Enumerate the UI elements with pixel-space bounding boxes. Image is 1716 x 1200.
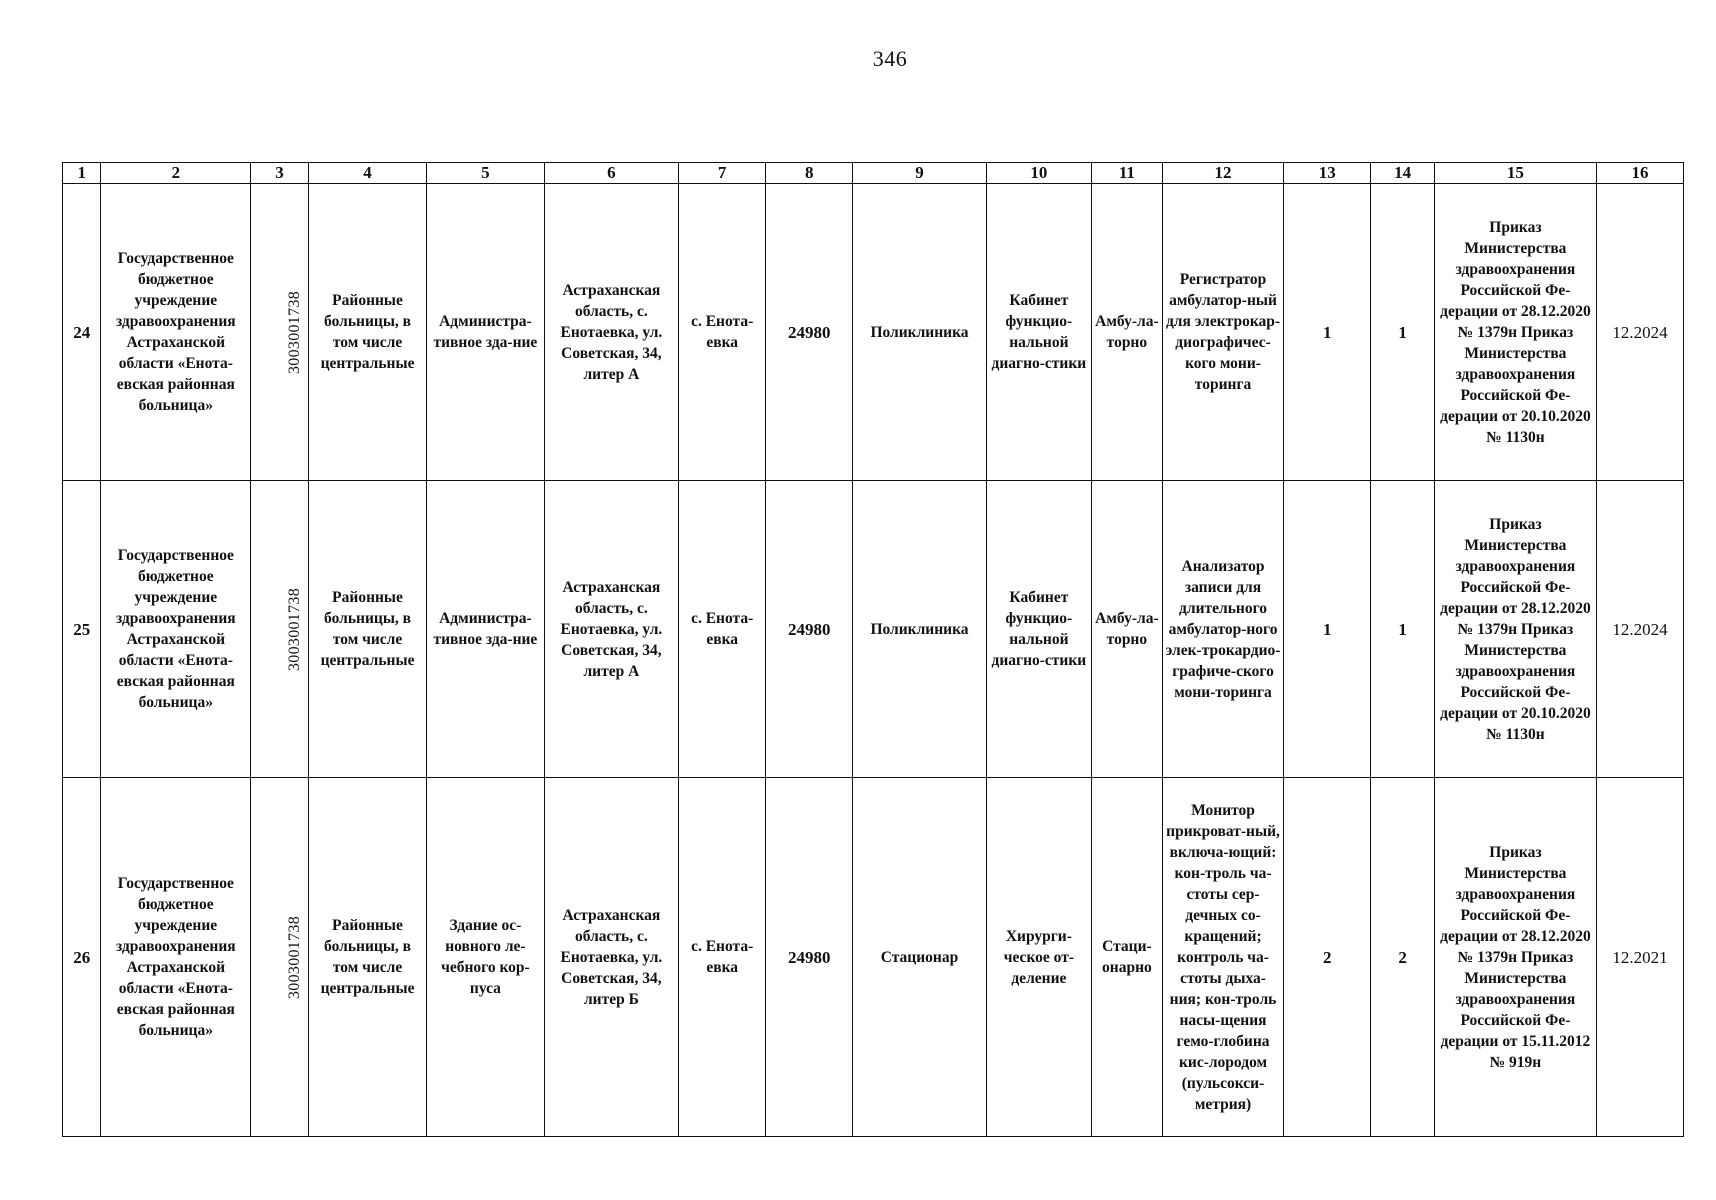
regulation: Приказ Министерства здравоохранения Российской Фе-дерации от 28.12.2020 № 1379н Приказ Министерства здравоохранения Российской Фе-дерации от 15.11.2012 № 919н [1434,778,1596,1137]
address: Астраханская область, с. Енотаевка, ул. Советская, 34, литер А [544,184,679,481]
header-col-9: 9 [853,163,987,184]
header-col-4: 4 [308,163,426,184]
header-col-7: 7 [679,163,766,184]
header-col-15: 15 [1434,163,1596,184]
code: 24980 [766,778,853,1137]
table-row [63,184,1684,481]
row-number: 25 [63,481,101,778]
table-row [63,778,1684,1137]
regulation: Приказ Министерства здравоохранения Российской Фе-дерации от 28.12.2020 № 1379н Приказ Министерства здравоохранения Российской Фе-дерации от 20.10.2020 № 1130н [1434,481,1596,778]
equipment-name: Монитор прикроват-ный, включа-ющий: кон-троль ча-стоты сер-дечных со-кращений; контроль ча-стоты дыха-ния; кон-троль насы-щения гемо-глобина кис-лородом (пульсокси-метрия) [1162,778,1283,1137]
quantity-required: 2 [1284,778,1371,1137]
equipment-name: Регистратор амбулатор-ный для электрокар-диографичес-кого мони-торинга [1162,184,1283,481]
department: Хирурги-ческое от-деление [986,778,1091,1137]
header-col-11: 11 [1091,163,1162,184]
unit-type: Поликлиника [853,184,987,481]
header-col-14: 14 [1371,163,1435,184]
locality: с. Енота-евка [679,184,766,481]
deadline: 12.2024 [1596,481,1683,778]
care-mode: Амбу-ла-торно [1091,184,1162,481]
header-col-12: 12 [1162,163,1283,184]
inn-value: 3003001738 [286,290,304,374]
page-number: 346 [872,46,908,71]
quantity-required: 1 [1284,184,1371,481]
header-col-8: 8 [766,163,853,184]
locality: с. Енота-евка [679,481,766,778]
code: 24980 [766,481,853,778]
quantity-planned: 2 [1371,778,1435,1137]
quantity-planned: 1 [1371,481,1435,778]
header-col-6: 6 [544,163,679,184]
quantity-required: 1 [1284,481,1371,778]
care-mode: Стаци-онарно [1091,778,1162,1137]
building: Администра-тивное зда-ние [427,481,544,778]
institution-name: Государственное бюджетное учреждение здравоохранения Астраханской области «Енота-евская районная больница» [101,184,251,481]
header-col-1: 1 [63,163,101,184]
locality: с. Енота-евка [679,778,766,1137]
equipment-name: Анализатор записи для длительного амбулатор-ного элек-трокардио-графиче-ского мони-торинга [1162,481,1283,778]
address: Астраханская область, с. Енотаевка, ул. Советская, 34, литер Б [544,778,679,1137]
inn-value: 3003001738 [286,915,304,999]
header-col-5: 5 [427,163,544,184]
deadline: 12.2021 [1596,778,1683,1137]
institution-name: Государственное бюджетное учреждение здравоохранения Астраханской области «Енота-евская районная больница» [101,778,251,1137]
row-number: 24 [63,184,101,481]
address: Астраханская область, с. Енотаевка, ул. Советская, 34, литер А [544,481,679,778]
table-row [63,481,1684,778]
department: Кабинет функцио-нальной диагно-стики [986,481,1091,778]
header-row [63,163,1684,184]
code: 24980 [766,184,853,481]
institution-name: Государственное бюджетное учреждение здравоохранения Астраханской области «Енота-евская районная больница» [101,481,251,778]
building: Администра-тивное зда-ние [427,184,544,481]
quantity-planned: 1 [1371,184,1435,481]
care-mode: Амбу-ла-торно [1091,481,1162,778]
institution-type: Районные больницы, в том числе центральные [308,184,426,481]
header-col-16: 16 [1596,163,1683,184]
header-col-13: 13 [1284,163,1371,184]
row-number: 26 [63,778,101,1137]
unit-type: Стационар [853,778,987,1137]
regulation: Приказ Министерства здравоохранения Российской Фе-дерации от 28.12.2020 № 1379н Приказ Министерства здравоохранения Российской Фе-дерации от 20.10.2020 № 1130н [1434,184,1596,481]
inn-cell [251,481,309,778]
deadline: 12.2024 [1596,184,1683,481]
header-col-10: 10 [986,163,1091,184]
inn-value: 3003001738 [286,587,304,671]
equipment-table [62,162,1684,1137]
inn-cell [251,184,309,481]
building: Здание ос-новного ле-чебного кор-пуса [427,778,544,1137]
institution-type: Районные больницы, в том числе центральные [308,481,426,778]
header-col-2: 2 [101,163,251,184]
institution-type: Районные больницы, в том числе центральные [308,778,426,1137]
inn-cell [251,778,309,1137]
header-col-3: 3 [251,163,309,184]
department: Кабинет функцио-нальной диагно-стики [986,184,1091,481]
unit-type: Поликлиника [853,481,987,778]
